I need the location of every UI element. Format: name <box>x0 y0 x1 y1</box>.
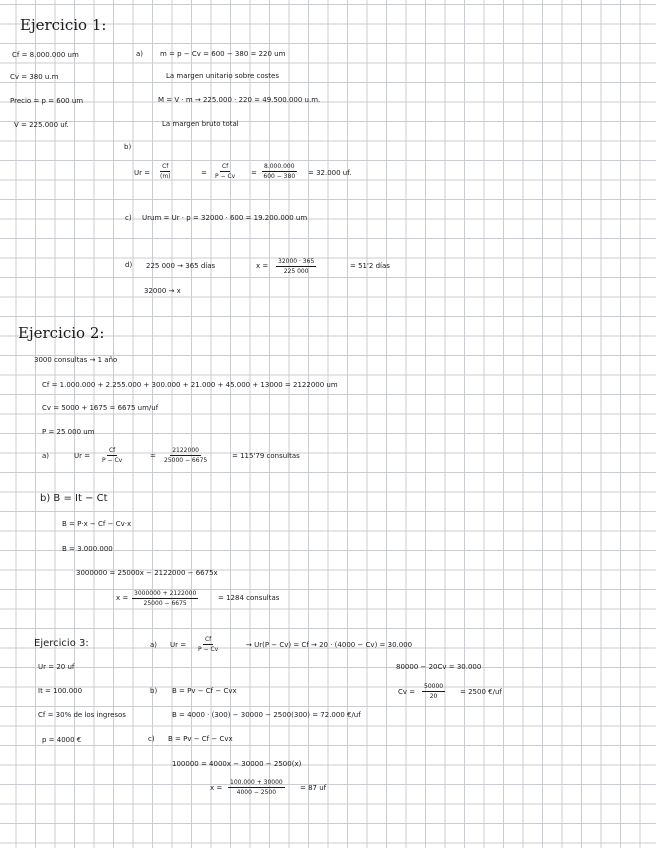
ej3-a-cv-den: 20 <box>429 693 438 700</box>
ej2-cv: Cv = 5000 + 1675 = 6675 um/uf <box>42 404 159 412</box>
ej1-a-line4: La margen bruto total <box>162 120 239 128</box>
ej3-c-frac <box>228 779 285 796</box>
ej3-b-label: b) <box>150 687 158 695</box>
ej2-a-frac1 <box>102 447 122 464</box>
ej2-b-result: = 1284 consultas <box>218 594 280 602</box>
ej2-title: Ejercicio 2: <box>18 324 105 342</box>
ej1-d-line1: 225 000 → 365 días <box>146 262 216 270</box>
ej3-a-cv-lhs: Cv = <box>398 688 416 696</box>
ej1-d-line2: 32000 → x <box>144 287 181 295</box>
ej1-a-line3: M = V · m → 225.000 · 220 = 49.500.000 u.m. <box>158 96 321 104</box>
ej1-data-cv: Cv = 380 u.m <box>10 73 59 81</box>
ej1-d-label: d) <box>125 261 133 269</box>
ej3-a-cv-num: 50000 <box>424 683 444 690</box>
ej3-a-label: a) <box>150 641 158 649</box>
ej1-b-frac2-den: P − Cv <box>215 173 236 180</box>
ej2-a-frac1-den: P − Cv <box>102 457 123 464</box>
ej2-a-lhs: Ur = <box>74 452 91 460</box>
ej3-a-cv-result: = 2500 €/uf <box>460 688 502 696</box>
ej3-c-frac-den: 4000 − 2500 <box>236 789 277 796</box>
ej1-a-label: a) <box>136 50 144 58</box>
ej1-data-precio: Precio = p = 600 um <box>10 97 84 105</box>
ej2-intro: 3000 consultas → 1 año <box>34 356 118 364</box>
ej3-data-it: It = 100.000 <box>38 687 83 695</box>
ej3-data-p: p = 4000 € <box>42 736 82 744</box>
ej1-b-frac1 <box>160 163 171 180</box>
ej3-a-rhs: → Ur(P − Cv) = Cf → 20 · (4000 − Cv) = 30.000 <box>246 641 413 649</box>
ej2-b-label: b) B = It − Ct <box>40 493 108 504</box>
ej1-d-x: x = <box>256 262 269 270</box>
ej2-a-eq: = <box>150 452 156 460</box>
ej2-a-result: = 115'79 consultas <box>232 452 300 460</box>
ej3-title: Ejercicio 3: <box>34 638 89 649</box>
ej2-cf: Cf = 1.000.000 + 2.255.000 + 300.000 + 21.000 + 45.000 + 13000 = 2122000 um <box>42 381 338 389</box>
ej1-title: Ejercicio 1: <box>20 16 107 34</box>
ej1-c-label: c) <box>125 214 132 222</box>
ej1-b-frac1-num: Cf <box>162 163 169 170</box>
ej1-a-line2: La margen unitario sobre costes <box>166 72 279 80</box>
ej2-p: P = 25 000 um <box>42 428 95 436</box>
ej1-d-frac-num: 32000 · 365 <box>278 258 315 265</box>
ej1-b-frac3-den: 600 − 380 <box>263 173 296 180</box>
ej3-a-line2: 80000 − 20Cv = 30.000 <box>396 663 482 671</box>
ej2-a-frac2-num: 2122000 <box>172 447 199 454</box>
ej2-b-line2: B = 3.000.000 <box>62 545 113 553</box>
ej3-c-line1: B = Pv − Cf − Cvx <box>168 735 233 743</box>
ej3-c-label: c) <box>148 735 155 743</box>
ej3-c-line2: 100000 = 4000x − 30000 − 2500(x) <box>172 760 302 768</box>
ej3-b-line1: B = Pv − Cf − Cvx <box>172 687 237 695</box>
ej1-b-frac3 <box>262 163 297 180</box>
ej2-b-line1: B = P·x − Cf − Cv·x <box>62 520 132 528</box>
ej3-a-frac <box>198 636 218 653</box>
ej3-a-frac-num: Cf <box>204 636 212 643</box>
ej1-b-lhs: Ur = <box>134 169 151 177</box>
ej3-data-ur: Ur = 20 uf <box>38 663 75 671</box>
ej1-b-frac3-num: 8.000.000 <box>264 163 295 170</box>
ej1-c-line1: Urum = Ur · p = 32000 · 600 = 19.200.000 um <box>142 214 308 222</box>
ej2-a-frac1-num: Cf <box>108 447 116 454</box>
ej1-b-frac1-den: (m) <box>160 173 171 180</box>
ej3-c-result: = 87 uf <box>300 784 327 792</box>
ej3-a-frac-den: P − Cv <box>198 646 219 653</box>
ej3-data-cf: Cf = 30% de los ingresos <box>38 711 126 719</box>
ej2-b-frac <box>132 590 198 607</box>
ej1-b-result: = 32.000 uf. <box>308 169 352 177</box>
ej3-a-lhs: Ur = <box>170 641 187 649</box>
ej1-b-eq2: = <box>251 169 257 177</box>
ej2-a-frac2 <box>164 447 207 464</box>
ej1-b-frac2-num: Cf <box>221 163 229 170</box>
ej3-c-frac-num: 100.000 + 30000 <box>230 779 283 786</box>
ej3-a-cv-frac <box>422 683 445 700</box>
ej1-d-result: = 51'2 días <box>350 262 390 270</box>
ej1-data-v: V = 225.000 uf. <box>14 121 69 129</box>
ej1-d-frac <box>276 258 316 275</box>
ej2-a-label: a) <box>42 452 50 460</box>
ej3-c-x: x = <box>210 784 223 792</box>
ej1-b-label: b) <box>124 143 132 151</box>
ej3-b-line2: B = 4000 · (300) − 30000 − 2500(300) = 72.000 €/uf <box>172 711 361 719</box>
ej2-b-frac-den: 25000 − 6675 <box>143 600 187 607</box>
ej1-a-line1: m = p − Cv = 600 − 380 = 220 um <box>160 50 286 58</box>
ej1-b-eq1: = <box>201 169 207 177</box>
ej2-a-frac2-den: 25000 − 6675 <box>164 457 208 464</box>
ej1-data-cf: Cf = 8.000.000 um <box>12 51 79 59</box>
ej1-d-frac-den: 225 000 <box>283 268 309 275</box>
ej2-b-line3: 3000000 = 25000x − 2122000 − 6675x <box>76 569 218 577</box>
ej1-b-frac2 <box>215 163 235 180</box>
ej2-b-frac-num: 3000000 + 2122000 <box>134 590 197 597</box>
ej2-b-x: x = <box>116 594 129 602</box>
